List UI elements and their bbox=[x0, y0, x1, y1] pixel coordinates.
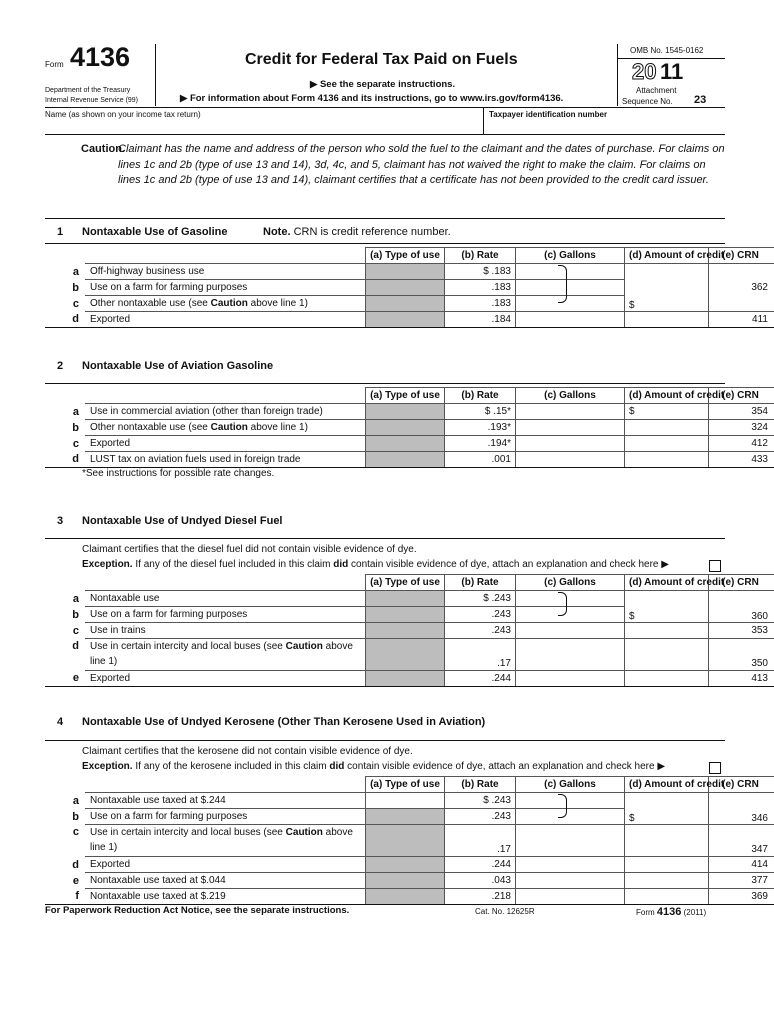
caution-text: Claimant has the name and address of the person who sold the fuel to the claimant and the dates of purchase. For claims on lines 1c and 2b (type of use 13 and 14), 3d, 4c, and 5, claimant has not waived the right to make the claim. For claims on lines 1c and 2b (type of use 13 and 14), claimant certifies that a certificate has not been provided to the credit card issuer. bbox=[118, 143, 725, 186]
dept-irs: Internal Revenue Service (99) bbox=[45, 97, 139, 104]
gallons-field[interactable] bbox=[516, 639, 625, 671]
form-title: Credit for Federal Tax Paid on Fuels bbox=[245, 51, 518, 68]
section4-number: 4 bbox=[57, 716, 64, 728]
gallons-field[interactable] bbox=[516, 404, 625, 420]
gallons-field[interactable] bbox=[516, 452, 625, 468]
amount-field[interactable] bbox=[625, 857, 709, 873]
table-row: e Exported .244 413 bbox=[45, 671, 774, 687]
gallons-field[interactable] bbox=[516, 825, 625, 857]
section2-number: 2 bbox=[57, 360, 64, 372]
col-rate: (b) Rate bbox=[445, 248, 516, 264]
table-row: a Nontaxable use taxed at $.244 $ .243 $ 346 bbox=[45, 793, 774, 809]
gallons-field[interactable] bbox=[516, 296, 625, 312]
gallons-field[interactable] bbox=[516, 623, 625, 639]
tin-field[interactable] bbox=[485, 120, 725, 133]
sequence-number: 23 bbox=[694, 94, 707, 106]
section2-table: (a) Type of use (b) Rate (c) Gallons (d) Amount of credit (e) CRN a Use in commercial aviation (other than foreign trade) $ .15* $ 354 b Other nontaxable use (see Caution above line 1) .193* 324 c Exported .194* 412 d LUST tax on aviation fuels used in foreign trade .001 433 bbox=[45, 387, 774, 468]
col-gallons: (c) Gallons bbox=[516, 248, 625, 264]
table-row: a Use in commercial aviation (other than foreign trade) $ .15* $ 354 bbox=[45, 404, 774, 420]
see-instructions: ▶ See the separate instructions. bbox=[310, 79, 456, 90]
table-row: a Off-highway business use $ .183 $ 362 bbox=[45, 264, 774, 280]
brace-icon bbox=[558, 794, 567, 818]
paperwork-notice: For Paperwork Reduction Act Notice, see the separate instructions. bbox=[45, 905, 350, 916]
section1-note: Note. CRN is credit reference number. bbox=[263, 226, 451, 238]
section2-title: Nontaxable Use of Aviation Gasoline bbox=[82, 360, 274, 372]
section4-exception: Exception. If any of the kerosene included in this claim did contain visible evidence of dye, attach an explanation and check here ▶ bbox=[82, 761, 666, 772]
form-number: 4136 bbox=[70, 42, 131, 72]
type-of-use-field[interactable] bbox=[366, 793, 445, 809]
gallons-field[interactable] bbox=[516, 312, 625, 328]
table-row: b Use on a farm for farming purposes .183 bbox=[45, 280, 774, 296]
year-solid: 11 bbox=[660, 59, 684, 84]
type-of-use-field[interactable] bbox=[366, 809, 445, 825]
amount-field[interactable] bbox=[625, 452, 709, 468]
gallons-field[interactable] bbox=[516, 857, 625, 873]
type-of-use-field[interactable] bbox=[366, 623, 445, 639]
catalog-number: Cat. No. 12625R bbox=[475, 907, 535, 916]
gallons-field[interactable] bbox=[516, 873, 625, 889]
form-info-link[interactable]: ▶ For information about Form 4136 and its instructions, go to www.irs.gov/form4136. bbox=[180, 93, 564, 104]
name-label: Name (as shown on your income tax return) bbox=[45, 110, 201, 119]
type-of-use-field[interactable] bbox=[366, 671, 445, 687]
brace-icon bbox=[558, 592, 567, 616]
table-row: c Other nontaxable use (see Caution above line 1) .183 bbox=[45, 296, 774, 312]
type-of-use-field[interactable] bbox=[366, 873, 445, 889]
table-row: d Use in certain intercity and local buses (see Caution above line 1) .17 350 bbox=[45, 639, 774, 671]
amount-field[interactable] bbox=[625, 825, 709, 857]
amount-field[interactable]: $ bbox=[625, 591, 709, 623]
amount-field[interactable]: $ bbox=[625, 404, 709, 420]
table-row: c Exported .194* 412 bbox=[45, 436, 774, 452]
gallons-field[interactable] bbox=[516, 420, 625, 436]
gallons-field[interactable] bbox=[516, 280, 625, 296]
name-field[interactable] bbox=[45, 120, 482, 133]
dept-treasury: Department of the Treasury bbox=[45, 87, 131, 94]
section3-dye-checkbox[interactable] bbox=[709, 560, 721, 572]
type-of-use-field[interactable] bbox=[366, 452, 445, 468]
section3-certify: Claimant certifies that the diesel fuel did not contain visible evidence of dye. bbox=[82, 544, 417, 555]
type-of-use-field[interactable] bbox=[366, 889, 445, 905]
section4-dye-checkbox[interactable] bbox=[709, 762, 721, 774]
type-of-use-field[interactable] bbox=[366, 591, 445, 607]
type-of-use-field[interactable] bbox=[366, 825, 445, 857]
amount-field[interactable] bbox=[625, 889, 709, 905]
section3-number: 3 bbox=[57, 515, 64, 527]
section1-title: Nontaxable Use of Gasoline bbox=[82, 226, 228, 238]
amount-field[interactable]: $ bbox=[625, 264, 709, 312]
type-of-use-field[interactable] bbox=[366, 280, 445, 296]
table-row: c Use in trains .243 353 bbox=[45, 623, 774, 639]
type-of-use-field[interactable] bbox=[366, 264, 445, 280]
table-row: b Use on a farm for farming purposes .243 bbox=[45, 809, 774, 825]
type-of-use-field[interactable] bbox=[366, 436, 445, 452]
section2-footnote: *See instructions for possible rate changes. bbox=[82, 468, 275, 479]
gallons-field[interactable] bbox=[516, 809, 625, 825]
section4-certify: Claimant certifies that the kerosene did not contain visible evidence of dye. bbox=[82, 746, 413, 757]
section3-exception: Exception. If any of the diesel fuel included in this claim did contain visible evidence of dye, attach an explanation and check here ▶ bbox=[82, 559, 669, 570]
type-of-use-field[interactable] bbox=[366, 857, 445, 873]
col-type-of-use: (a) Type of use bbox=[366, 248, 445, 264]
brace-icon bbox=[558, 265, 567, 303]
amount-field[interactable] bbox=[625, 873, 709, 889]
gallons-field[interactable] bbox=[516, 591, 625, 607]
footer-form-id: Form 4136 (2011) bbox=[636, 906, 707, 918]
amount-field[interactable] bbox=[625, 312, 709, 328]
sequence-label: Sequence No. bbox=[622, 97, 673, 106]
section3-title: Nontaxable Use of Undyed Diesel Fuel bbox=[82, 515, 283, 527]
type-of-use-field[interactable] bbox=[366, 607, 445, 623]
table-row: b Other nontaxable use (see Caution above line 1) .193* 324 bbox=[45, 420, 774, 436]
table-row: d LUST tax on aviation fuels used in foreign trade .001 433 bbox=[45, 452, 774, 468]
type-of-use-field[interactable] bbox=[366, 312, 445, 328]
amount-field[interactable] bbox=[625, 420, 709, 436]
gallons-field[interactable] bbox=[516, 264, 625, 280]
section1-number: 1 bbox=[57, 226, 64, 238]
tin-label: Taxpayer identification number bbox=[489, 110, 608, 119]
table-row: b Use on a farm for farming purposes .243 bbox=[45, 607, 774, 623]
caution-label: Caution. bbox=[81, 143, 125, 155]
section3-table: (a) Type of use (b) Rate (c) Gallons (d) Amount of credit (e) CRN a Nontaxable use $ .243 $ 360 b Use on a farm for farming purposes .243 c Use in trains .243 353 d Use in certain intercity and local buses (see Caution above line 1) .17 350 e Exported .244 413 bbox=[45, 574, 774, 687]
attachment-label: Attachment bbox=[636, 86, 677, 95]
amount-field[interactable] bbox=[625, 623, 709, 639]
section4-table: (a) Type of use (b) Rate (c) Gallons (d) Amount of credit (e) CRN a Nontaxable use taxed at $.244 $ .243 $ 346 b Use on a farm for farming purposes .243 c Use in certain intercity and local buses (see Caution above line 1) .17 347 d Exported .244 414 e Nontaxable use taxed at $.044 .043 377 f Nontaxable use taxed at $.219 .218 369 bbox=[45, 776, 774, 905]
amount-field[interactable] bbox=[625, 639, 709, 671]
type-of-use-field[interactable] bbox=[366, 420, 445, 436]
col-crn: (e) CRN bbox=[709, 248, 774, 264]
amount-field[interactable] bbox=[625, 671, 709, 687]
form-label: Form bbox=[45, 60, 64, 69]
table-row: c Use in certain intercity and local buses (see Caution above line 1) .17 347 bbox=[45, 825, 774, 857]
col-amount: (d) Amount of credit bbox=[625, 248, 709, 264]
table-row: a Nontaxable use $ .243 $ 360 bbox=[45, 591, 774, 607]
type-of-use-field[interactable] bbox=[366, 639, 445, 671]
type-of-use-field[interactable] bbox=[366, 404, 445, 420]
section1-table bbox=[45, 247, 774, 328]
caution-block bbox=[81, 142, 726, 189]
gallons-field[interactable] bbox=[516, 436, 625, 452]
year-outline: 20 bbox=[632, 59, 657, 84]
table-row: d Exported .244 414 bbox=[45, 857, 774, 873]
section4-title: Nontaxable Use of Undyed Kerosene (Other Than Kerosene Used in Aviation) bbox=[82, 716, 486, 728]
table-row: d Exported .184 411 bbox=[45, 312, 774, 328]
amount-field[interactable]: $ bbox=[625, 793, 709, 825]
table-row: e Nontaxable use taxed at $.044 .043 377 bbox=[45, 873, 774, 889]
gallons-field[interactable] bbox=[516, 793, 625, 809]
gallons-field[interactable] bbox=[516, 607, 625, 623]
omb-number: OMB No. 1545-0162 bbox=[630, 46, 704, 55]
gallons-field[interactable] bbox=[516, 889, 625, 905]
type-of-use-field[interactable] bbox=[366, 296, 445, 312]
gallons-field[interactable] bbox=[516, 671, 625, 687]
table-row: f Nontaxable use taxed at $.219 .218 369 bbox=[45, 889, 774, 905]
amount-field[interactable] bbox=[625, 436, 709, 452]
